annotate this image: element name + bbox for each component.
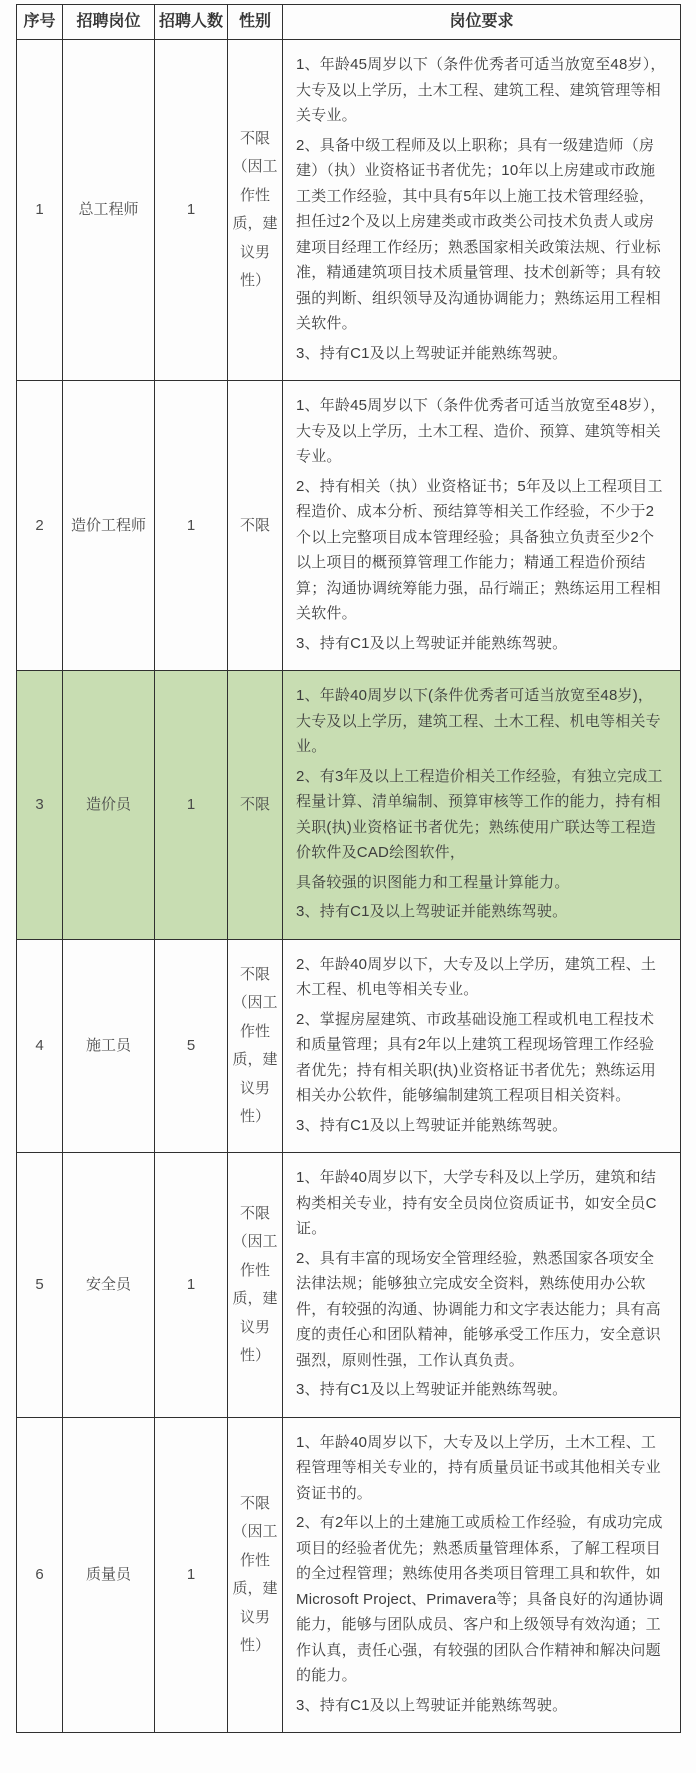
table-row (17, 939, 681, 1153)
table-body (17, 40, 681, 1733)
requirements-cell (283, 40, 681, 381)
requirement-item: 1、年龄45周岁以下（条件优秀者可适当放宽至48岁），大专及以上学历，土木工程、造价、预算、建筑等相关专业。 (296, 397, 666, 466)
row-index-cell: 3 (17, 671, 63, 940)
table-row (17, 1417, 681, 1733)
row-index-cell: 4 (17, 939, 63, 1153)
requirement-item: 3、持有C1及以上驾驶证并能熟练驾驶。 (296, 344, 568, 362)
row-index-cell: 6 (17, 1417, 63, 1733)
headcount-cell: 1 (155, 1417, 228, 1733)
requirement-item: 3、持有C1及以上驾驶证并能熟练驾驶。 (296, 1696, 568, 1714)
requirement-item: 2、有3年及以上工程造价相关工作经验，有独立完成工程量计算、清单编制、预算审核等工作的能力，持有相关职(执)业资格证书者优先；熟练使用广联达等工程造价软件及CAD绘图软件， (296, 767, 663, 862)
header-position: 招聘岗位 (63, 5, 155, 40)
gender-cell: 不限（因工作性质，建议男性） (228, 1153, 283, 1418)
headcount-cell: 1 (155, 1153, 228, 1418)
requirement-item: 3、持有C1及以上驾驶证并能熟练驾驶。 (296, 634, 568, 652)
gender-cell: 不限 (228, 381, 283, 671)
requirement-item: 2、掌握房屋建筑、市政基础设施工程或机电工程技术和质量管理；具有2年以上建筑工程现场管理工作经验者优先；持有相关职(执)业资格证书者优先；熟练运用相关办公软件，能够编制建筑工程项目相关资料。 (296, 1010, 656, 1105)
requirement-item: 2、持有相关（执）业资格证书；5年及以上工程项目工程造价、成本分析、预结算等相关工作经验，不少于2个以上完整项目成本管理经验；具备独立负责至少2个以上项目的概预算管理工作能力；精通工程造价预结算；沟通协调统筹能力强，品行端正；熟练运用工程相关软件。 (296, 477, 663, 623)
header-index: 序号 (17, 5, 63, 40)
requirement-item: 2、具有丰富的现场安全管理经验，熟悉国家各项安全法律法规；能够独立完成安全资料，熟练使用办公软件，有较强的沟通、协调能力和文字表达能力；具有高度的责任心和团队精神，能够承受工作压力，安全意识强烈，原则性强，工作认真负责。 (296, 1249, 661, 1369)
table-row (17, 381, 681, 671)
headcount-cell: 1 (155, 381, 228, 671)
gender-cell: 不限 (228, 671, 283, 940)
position-cell: 总工程师 (63, 40, 155, 381)
requirements-cell (283, 671, 681, 940)
requirement-item: 1、年龄40周岁以下，大专及以上学历，土木工程、工程管理等相关专业的，持有质量员证书或其他相关专业资证书的。 (296, 1433, 661, 1502)
requirement-item: 2、有2年以上的土建施工或质检工作经验，有成功完成项目的经验者优先；熟悉质量管理体系，了解工程项目的全过程管理；熟练使用各类项目管理工具和软件，如Microsoft Project、Primavera等；具备良好的沟通协调能力，能够与团队成员、客户和上级领导有效沟通；工作认真，责任心强，有较强的团队合作精神和解决问题的能力。 (296, 1514, 664, 1685)
requirement-item: 2、年龄40周岁以下，大专及以上学历，建筑工程、土木工程、机电等相关专业。 (296, 955, 657, 999)
headcount-cell: 1 (155, 671, 228, 940)
table-row (17, 671, 681, 940)
header-headcount: 招聘人数 (155, 5, 228, 40)
position-cell: 造价员 (63, 671, 155, 940)
position-cell: 质量员 (63, 1417, 155, 1733)
row-index-cell: 2 (17, 381, 63, 671)
requirement-item: 1、年龄40周岁以下，大学专科及以上学历，建筑和结构类相关专业，持有安全员岗位资质证书，如安全员C证。 (296, 1169, 657, 1238)
requirement-item: 具备较强的识图能力和工程量计算能力。 (296, 873, 570, 891)
gender-cell: 不限（因工作性质，建议男性） (228, 1417, 283, 1733)
requirement-item: 1、年龄40周岁以下(条件优秀者可适当放宽至48岁)，大专及以上学历，建筑工程、土木工程、机电等相关专业。 (296, 687, 661, 756)
headcount-cell: 1 (155, 40, 228, 381)
header-requirements: 岗位要求 (283, 5, 681, 40)
row-index-cell: 5 (17, 1153, 63, 1418)
requirements-cell (283, 1417, 681, 1733)
requirement-item: 3、持有C1及以上驾驶证并能熟练驾驶。 (296, 903, 568, 921)
position-cell: 施工员 (63, 939, 155, 1153)
recruitment-table (16, 4, 681, 1733)
header-row (17, 5, 681, 40)
requirement-item: 3、持有C1及以上驾驶证并能熟练驾驶。 (296, 1381, 568, 1399)
requirements-cell (283, 381, 681, 671)
position-cell: 安全员 (63, 1153, 155, 1418)
requirements-cell (283, 1153, 681, 1418)
header-gender: 性别 (228, 5, 283, 40)
requirement-item: 1、年龄45周岁以下（条件优秀者可适当放宽至48岁），大专及以上学历，土木工程、建筑工程、建筑管理等相关专业。 (296, 56, 666, 125)
requirements-cell (283, 939, 681, 1153)
requirement-item: 3、持有C1及以上驾驶证并能熟练驾驶。 (296, 1116, 568, 1134)
table-header (17, 5, 681, 40)
position-cell: 造价工程师 (63, 381, 155, 671)
headcount-cell: 5 (155, 939, 228, 1153)
gender-cell: 不限（因工作性质，建议男性） (228, 40, 283, 381)
gender-cell: 不限（因工作性质，建议男性） (228, 939, 283, 1153)
row-index-cell: 1 (17, 40, 63, 381)
table-row (17, 40, 681, 381)
table-row (17, 1153, 681, 1418)
requirement-item: 2、具备中级工程师及以上职称；具有一级建造师（房建）（执）业资格证书者优先；10年以上房建或市政施工类工作经验，其中具有5年以上施工技术管理经验，担任过2个及以上房建类或市政类公司技术负责人或房建项目经理工作经历；熟悉国家相关政策法规、行业标准，精通建筑项目技术质量管理、技术创新等；具有较强的判断、组织领导及沟通协调能力；熟练运用工程相关软件。 (296, 136, 661, 333)
